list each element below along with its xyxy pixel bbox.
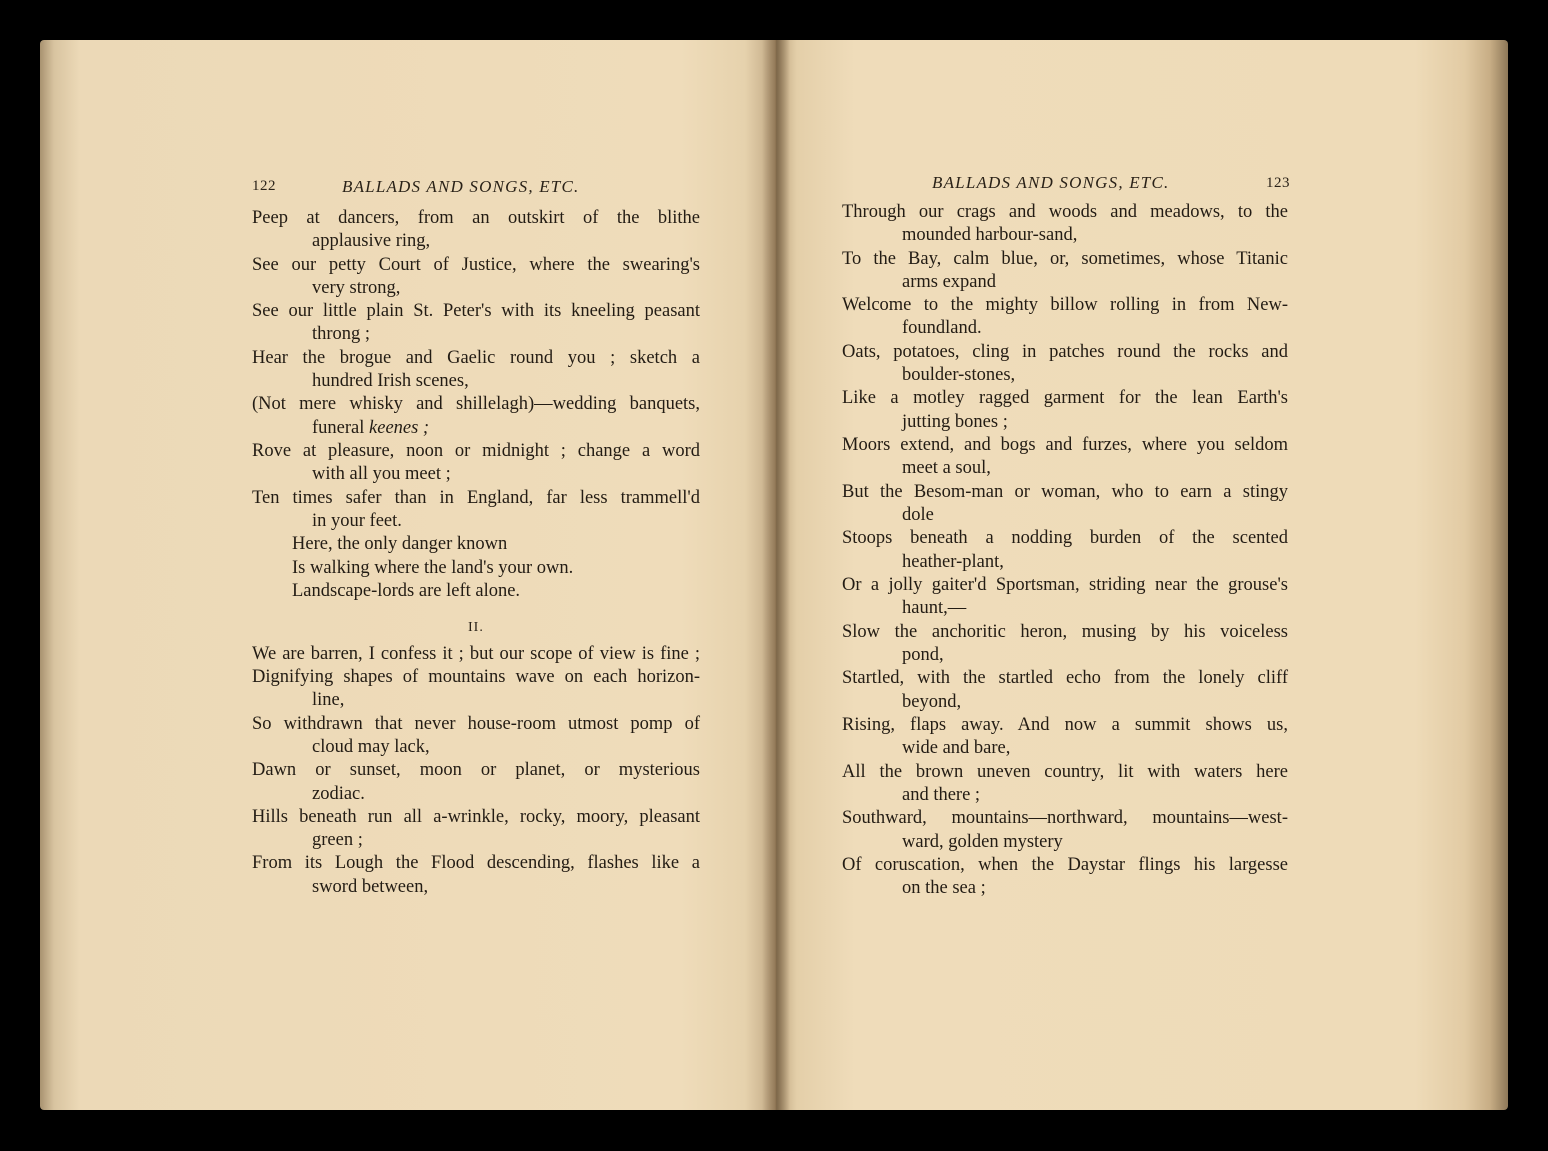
- text-line: Ten times safer than in England, far less trammell'd: [252, 488, 700, 508]
- text-line: Moors extend, and bogs and furzes, where you seldom: [842, 435, 1288, 455]
- page-number-left: 122: [252, 178, 276, 194]
- text-line: Hear the brogue and Gaelic round you ; sketch a: [252, 348, 700, 368]
- text-line: Welcome to the mighty billow rolling in from New-: [842, 295, 1288, 315]
- text-line: See our petty Court of Justice, where the swearing's: [252, 255, 700, 275]
- text-line: Rising, flaps away. And now a summit shows us,: [842, 715, 1288, 735]
- text-line: Landscape-lords are left alone.: [292, 581, 521, 601]
- text-line: beyond,: [902, 692, 962, 712]
- text-line: hundred Irish scenes,: [312, 371, 469, 391]
- text-line: on the sea ;: [902, 878, 986, 898]
- text-line: and there ;: [902, 785, 981, 805]
- text-line: Startled, with the startled echo from the lonely cliff: [842, 668, 1288, 688]
- text-line: Oats, potatoes, cling in patches round the rocks and: [842, 342, 1288, 362]
- text-line: Dawn or sunset, moon or planet, or mysterious: [252, 760, 700, 780]
- page-number-right: 123: [1266, 175, 1290, 191]
- text-line: All the brown uneven country, lit with waters here: [842, 762, 1288, 782]
- text-line: Hills beneath run all a-wrinkle, rocky, moory, pleasant: [252, 807, 700, 827]
- text-line: Dignifying shapes of mountains wave on each horizon-: [252, 667, 700, 687]
- text-line: (Not mere whisky and shillelagh)—wedding banquets,: [252, 394, 700, 414]
- text-line: dole: [902, 505, 934, 525]
- text-line: From its Lough the Flood descending, flashes like a: [252, 853, 700, 873]
- text-line: zodiac.: [312, 784, 365, 804]
- text-line: So withdrawn that never house-room utmost pomp of: [252, 714, 700, 734]
- text-line: Rove at pleasure, noon or midnight ; change a word: [252, 441, 700, 461]
- text-line: But the Besom-man or woman, who to earn a stingy: [842, 482, 1288, 502]
- text-line: wide and bare,: [902, 738, 1011, 758]
- text-line: line,: [312, 690, 345, 710]
- text-line: in your feet.: [312, 511, 402, 531]
- text-line: throng ;: [312, 324, 371, 344]
- text-line: Here, the only danger known: [292, 534, 508, 554]
- text-line: See our little plain St. Peter's with its kneeling peasant: [252, 301, 700, 321]
- text-line: pond,: [902, 645, 944, 665]
- text-line: To the Bay, calm blue, or, sometimes, whose Titanic: [842, 249, 1288, 269]
- text-line: Stoops beneath a nodding burden of the scented: [842, 528, 1288, 548]
- text-line: meet a soul,: [902, 458, 991, 478]
- text-line: green ;: [312, 830, 363, 850]
- running-header-right: BALLADS AND SONGS, ETC.: [932, 173, 1170, 192]
- text-line: cloud may lack,: [312, 737, 430, 757]
- book-gutter: [762, 40, 790, 1110]
- text-line: with all you meet ;: [312, 464, 451, 484]
- text-line: [312, 418, 429, 439]
- text-line: very strong,: [312, 278, 401, 298]
- text-line: Southward, mountains—northward, mountains—west-: [842, 808, 1288, 828]
- text-line: Slow the anchoritic heron, musing by his voiceless: [842, 622, 1288, 642]
- text-line: Of coruscation, when the Daystar flings his largesse: [842, 855, 1288, 875]
- text-line: Like a motley ragged garment for the lean Earth's: [842, 388, 1288, 408]
- text-line: applausive ring,: [312, 231, 431, 251]
- section-number: II.: [468, 620, 484, 635]
- text-line: Through our crags and woods and meadows, to the: [842, 202, 1288, 222]
- text-line: Peep at dancers, from an outskirt of the blithe: [252, 208, 700, 228]
- text-line: Or a jolly gaiter'd Sportsman, striding near the grouse's: [842, 575, 1288, 595]
- text-line: ward, golden mystery: [902, 832, 1063, 852]
- text-line: We are barren, I confess it ; but our scope of view is fine ;: [252, 644, 700, 664]
- text-line: arms expand: [902, 272, 997, 292]
- text-line: mounded harbour-sand,: [902, 225, 1078, 245]
- text-fragment: funeral: [312, 418, 365, 438]
- text-line: jutting bones ;: [902, 412, 1008, 432]
- open-book: [40, 40, 1508, 1110]
- text-line: Is walking where the land's your own.: [292, 558, 574, 578]
- text-line: boulder-stones,: [902, 365, 1016, 385]
- running-header-left: BALLADS AND SONGS, ETC.: [342, 177, 580, 196]
- text-line: haunt,—: [902, 598, 967, 618]
- text-line: foundland.: [902, 318, 982, 338]
- text-line: sword between,: [312, 877, 429, 897]
- italic-word: keenes ;: [369, 418, 430, 438]
- text-line: heather-plant,: [902, 552, 1004, 572]
